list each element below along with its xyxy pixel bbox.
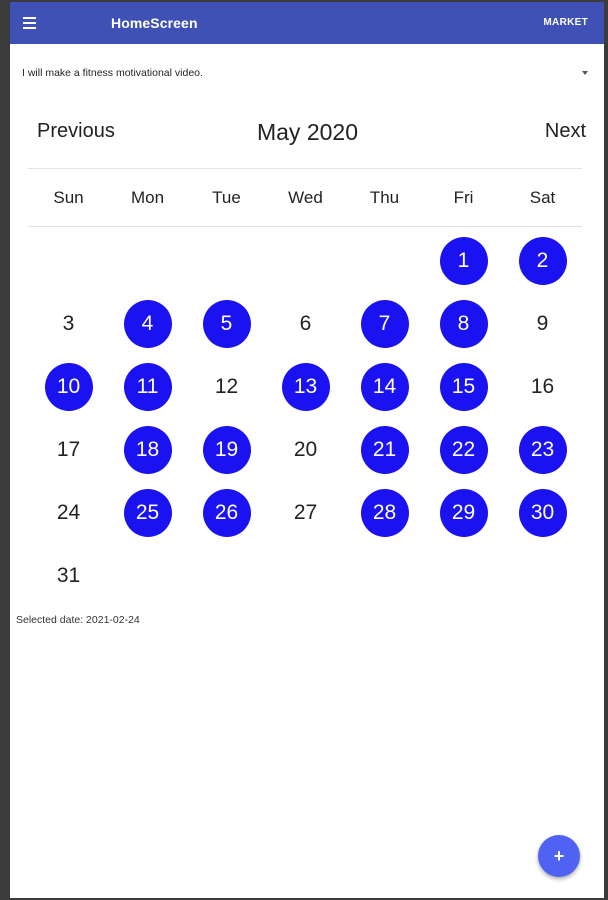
weekday-label: Thu [369,188,400,207]
calendar-day[interactable]: 22 [440,426,488,474]
calendar-day[interactable]: 17 [56,438,81,461]
calendar-day[interactable]: 4 [124,300,172,348]
market-button[interactable]: MARKET [543,17,588,28]
plus-icon: + [553,846,565,866]
calendar-day[interactable]: 19 [203,426,251,474]
calendar-day[interactable]: 31 [56,564,81,587]
weekday-label: Sat [529,188,556,207]
app-bar [10,2,604,44]
calendar-day[interactable]: 13 [282,363,330,411]
calendar-header [30,114,586,154]
calendar-day-grid [29,229,582,609]
previous-button[interactable]: Previous [37,120,115,142]
calendar-day[interactable]: 12 [214,375,239,398]
hamburger-menu-icon[interactable] [20,13,40,33]
weekday-label: Mon [130,188,165,207]
dropdown-arrow-icon [582,71,588,75]
add-button[interactable] [538,835,580,877]
gig-select[interactable] [22,58,588,88]
app-screen [10,2,604,898]
gig-select-value: I will make a fitness motivational video. [22,67,203,79]
weekday-label: Fri [453,188,474,207]
calendar-day[interactable]: 11 [124,363,172,411]
calendar-day[interactable]: 21 [361,426,409,474]
calendar-day[interactable]: 20 [293,438,318,461]
calendar-day[interactable]: 27 [293,501,318,524]
calendar-day[interactable]: 25 [124,489,172,537]
month-label: May 2020 [256,119,358,145]
calendar-day[interactable]: 6 [299,312,312,335]
calendar-day[interactable]: 3 [62,312,75,335]
calendar-day[interactable]: 24 [56,501,81,524]
calendar-day[interactable]: 18 [124,426,172,474]
calendar-day[interactable]: 14 [361,363,409,411]
calendar-day[interactable]: 8 [440,300,488,348]
calendar-day[interactable]: 15 [440,363,488,411]
selected-date-text: Selected date: 2021-02-24 [16,614,140,626]
calendar-day[interactable]: 10 [45,363,93,411]
calendar-day[interactable]: 26 [203,489,251,537]
weekday-label: Tue [212,188,241,207]
calendar-day[interactable]: 16 [530,375,555,398]
calendar-day[interactable]: 23 [519,426,567,474]
calendar-day[interactable]: 9 [536,312,549,335]
weekday-label: Wed [288,188,323,207]
app-title: HomeScreen [111,15,198,31]
calendar-day[interactable]: 29 [440,489,488,537]
calendar-day[interactable]: 28 [361,489,409,537]
calendar-day[interactable]: 30 [519,489,567,537]
weekday-divider [28,226,582,227]
weekday-header-row [29,180,582,210]
next-button[interactable]: Next [544,120,586,142]
calendar-day[interactable]: 5 [203,300,251,348]
calendar-divider [28,168,582,169]
calendar-day[interactable]: 2 [519,237,567,285]
calendar-day[interactable]: 1 [440,237,488,285]
weekday-label: Sun [53,188,84,207]
calendar-day[interactable]: 7 [361,300,409,348]
